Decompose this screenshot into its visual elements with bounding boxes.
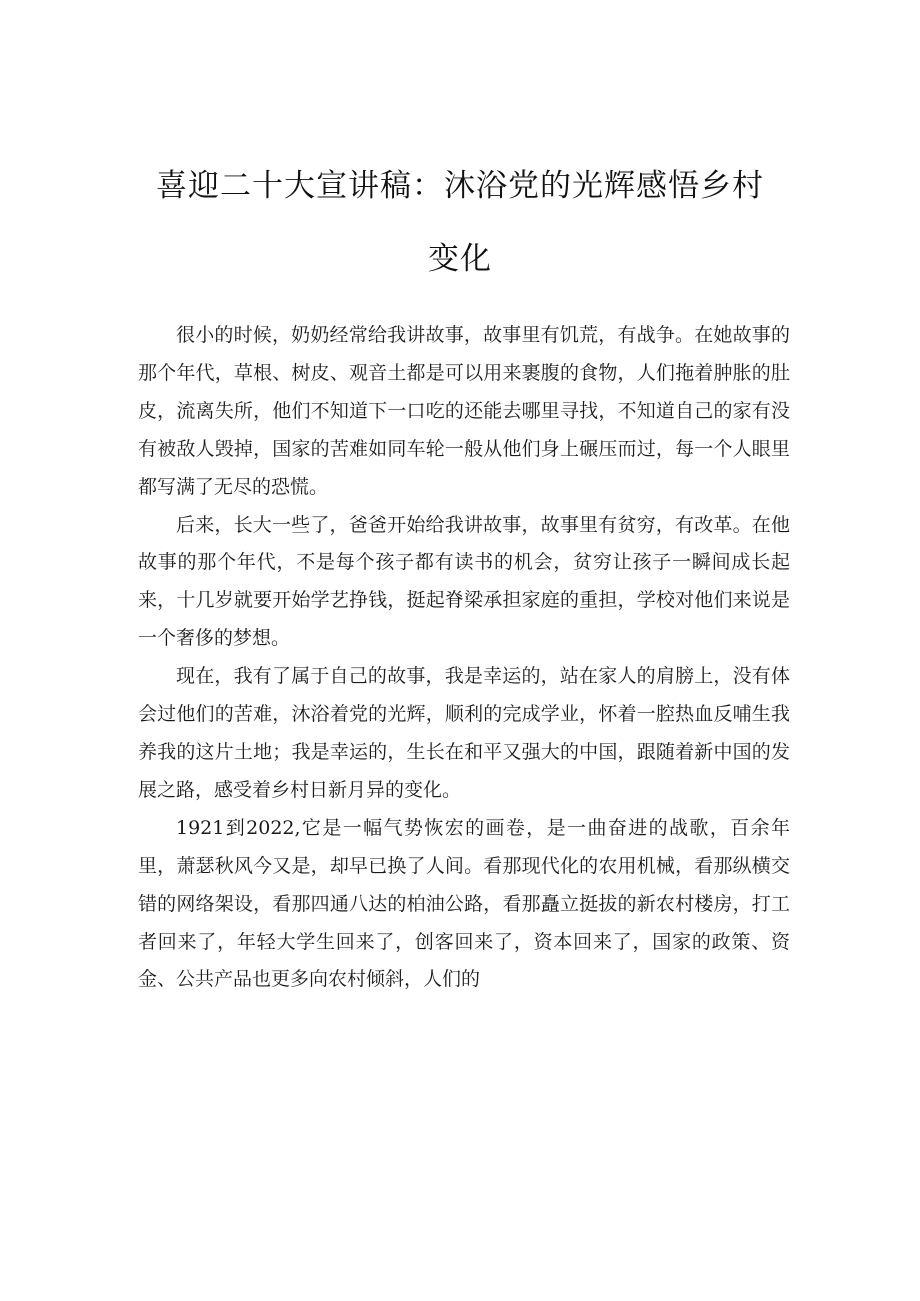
paragraph-4: 1921到2022,它是一幅气势恢宏的画卷，是一曲奋进的战歌，百余年里，萧瑟秋风今又是，却早已换了人间。看那现代化的农用机械，看那纵横交错的网络架设，看那四通八达的柏油公路，看那矗立挺拔的新农村楼房，打工者回来了，年轻大学生回来了，创客回来了，资本回来了，国家的政策、资金、公共产品也更多向农村倾斜，人们的 xyxy=(138,816,790,991)
document-title-line-1: 喜迎二十大宣讲稿：沐浴党的光辉感悟乡村 xyxy=(156,168,764,204)
paragraph-2: 后来，长大一些了，爸爸开始给我讲故事，故事里有贫穷，有改革。在他故事的那个年代，不是每个孩子都有读书的机会，贫穷让孩子一瞬间成长起来，十几岁就要开始学艺挣钱，挺起脊梁承担家庭的重担，学校对他们来说是一个奢侈的梦想。 xyxy=(138,513,790,650)
document-body xyxy=(138,317,790,999)
paragraph-1: 很小的时候，奶奶经常给我讲故事，故事里有饥荒，有战争。在她故事的那个年代，草根、树皮、观音土都是可以用来裹腹的食物，人们拖着肿胀的肚皮，流离失所，他们不知道下一口吃的还能去哪里寻找，不知道自己的家有没有被敌人毁掉，国家的苦难如同车轮一般从他们身上碾压而过，每一个人眼里都写满了无尽的恐慌。 xyxy=(138,324,790,498)
paragraph-3: 现在，我有了属于自己的故事，我是幸运的，站在家人的肩膀上，没有体会过他们的苦难，沐浴着党的光辉，顺利的完成学业，怀着一腔热血反哺生我养我的这片土地；我是幸运的，生长在和平又强大的中国，跟随着新中国的发展之路，感受着乡村日新月异的变化。 xyxy=(138,665,790,801)
document-title-line-2: 变化 xyxy=(428,241,492,277)
